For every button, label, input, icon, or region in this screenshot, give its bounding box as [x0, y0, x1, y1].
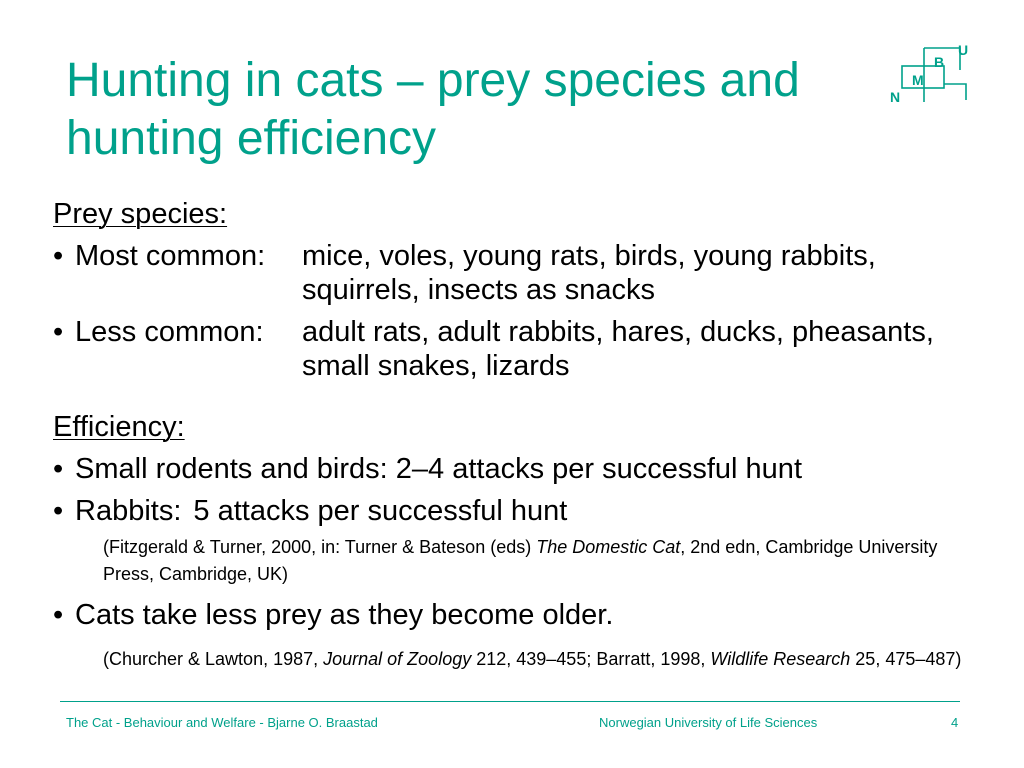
bullet-older-cats: [53, 598, 1003, 632]
logo-letter-n: N: [890, 89, 901, 105]
footer-divider: [60, 701, 960, 702]
title-line-1: Hunting in cats – prey species and: [66, 54, 800, 107]
bullet-text-line: small snakes, lizards: [302, 350, 570, 382]
title-line-2: hunting efficiency: [66, 112, 437, 165]
bullet-rabbits: [53, 494, 1003, 528]
bullet-label: Most common:: [75, 240, 266, 272]
reference-journal: Wildlife Research: [710, 649, 851, 669]
footer-page-number: 4: [951, 715, 959, 730]
slide-content: [53, 197, 1003, 673]
bullet-small-rodents: [53, 452, 1003, 486]
bullet-label: Less common:: [75, 316, 264, 348]
logo-letter-b: B: [934, 54, 945, 70]
bullet-text-line: squirrels, insects as snacks: [302, 274, 655, 306]
bullet-text-line: adult rats, adult rabbits, hares, ducks, pheasants,: [302, 316, 934, 348]
bullet-label: Rabbits:: [75, 495, 182, 527]
bullet-dot: •: [53, 495, 64, 527]
nmbu-logo-icon: [886, 40, 972, 106]
bullet-text: Cats take less prey as they become older.: [75, 599, 614, 631]
footer-course: The Cat - Behaviour and Welfare - Bjarne O. Braastad: [66, 715, 378, 730]
bullet-dot: •: [53, 316, 64, 348]
slide-title: [66, 52, 866, 168]
bullet-text: [302, 239, 1003, 307]
bullet-most-common: [53, 239, 1003, 307]
reference-journal: Journal of Zoology: [323, 649, 472, 669]
bullet-text: Small rodents and birds: 2–4 attacks per successful hunt: [75, 453, 802, 485]
reference-text: , 2nd edn, Cambridge University Press, Cambridge, UK): [103, 537, 938, 584]
efficiency-heading: Efficiency:: [53, 411, 185, 443]
prey-heading: Prey species:: [53, 198, 228, 230]
logo-letter-m: M: [912, 72, 924, 88]
bullet-text: [302, 315, 1003, 383]
bullet-dot: •: [53, 599, 64, 631]
bullet-text: 5 attacks per successful hunt: [193, 495, 568, 527]
reference-book-title: The Domestic Cat: [536, 537, 681, 557]
reference-churcher: [53, 646, 963, 673]
reference-text: (Churcher & Lawton, 1987,: [103, 649, 324, 669]
reference-text: 25, 475–487): [850, 649, 962, 669]
reference-text: (Fitzgerald & Turner, 2000, in: Turner & Bateson (eds): [103, 537, 537, 557]
reference-fitzgerald: [53, 534, 963, 588]
bullet-less-common: [53, 315, 1003, 383]
footer-university: Norwegian University of Life Sciences: [599, 715, 818, 730]
bullet-text-line: mice, voles, young rats, birds, young rabbits,: [302, 240, 876, 272]
bullet-dot: •: [53, 240, 64, 272]
reference-text: 212, 439–455; Barratt, 1998,: [471, 649, 711, 669]
logo-letter-u: U: [958, 42, 969, 58]
bullet-dot: •: [53, 453, 64, 485]
